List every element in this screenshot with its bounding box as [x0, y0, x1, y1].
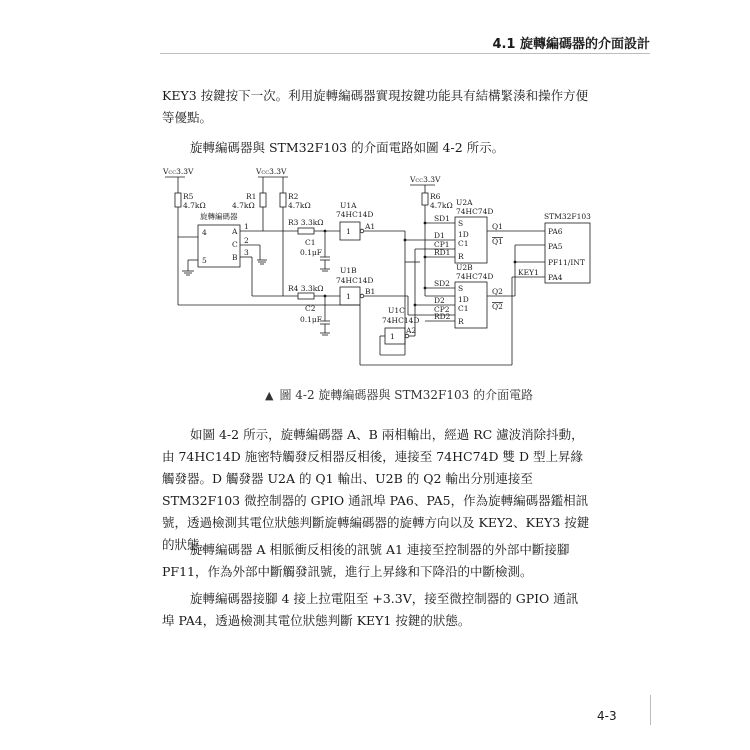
r1-value: 4.7kΩ: [232, 201, 255, 210]
u1b-gate: 1: [346, 292, 351, 301]
encoder-pin-a: A: [232, 227, 238, 236]
encoder-pin-1: 1: [244, 222, 249, 231]
paragraph-1: KEY3 按鍵按下一次。利用旋轉編碼器實現按鍵功能具有結構緊湊和操作方便等優點。: [162, 88, 589, 125]
q1-bar-label: Q1: [492, 237, 503, 246]
c2-label: C2: [305, 304, 316, 313]
pa5-label: PA5: [548, 242, 563, 251]
pf11-label: PF11/INT: [548, 258, 585, 267]
cp1-label: CP1: [434, 240, 450, 249]
pa4-label: PA4: [548, 273, 563, 282]
encoder-pin-b: B: [232, 253, 238, 262]
paragraph-5: 旋轉編碼器接腳 4 接上拉電阻至 +3.3V，接至微控制器的 GPIO 通訊埠 PA4，透過檢測其電位狀態判斷 KEY1 按鍵的狀態。: [162, 591, 579, 628]
q2-bar-label: Q2: [492, 302, 503, 311]
c1-value: 0.1μF: [300, 248, 323, 257]
u1a-part: 74HC14D: [336, 210, 374, 219]
running-header: [360, 33, 650, 55]
r3-label: R3 3.3kΩ: [288, 218, 324, 227]
key1-label: KEY1: [518, 268, 539, 277]
encoder-pin-4: 4: [202, 228, 207, 237]
u2b-label: U2B: [456, 263, 473, 272]
rd1-label: RD1: [434, 248, 451, 257]
footer-rule: [650, 695, 651, 725]
u1b-part: 74HC14D: [336, 276, 374, 285]
header-title: 4.1 旋轉編碼器的介面設計: [492, 37, 650, 52]
d1-label: D1: [434, 231, 445, 240]
c2-value: 0.1μF: [300, 315, 323, 324]
cp2-label: CP2: [434, 305, 450, 314]
u1a-label: U1A: [340, 201, 357, 210]
u1a-gate: 1: [346, 227, 351, 236]
u2a-r: R: [458, 252, 464, 261]
encoder-label: 旋轉編碼器: [200, 212, 238, 221]
d2-label: D2: [434, 296, 445, 305]
r2-label: R2: [288, 192, 299, 201]
vcc-label-3: VCC3.3V: [410, 175, 441, 184]
vcc-label-1: VCC3.3V: [163, 167, 194, 176]
a1-label: A1: [365, 222, 376, 231]
u2a-label: U2A: [456, 198, 473, 207]
paragraph-2: 旋轉編碼器與 STM32F103 的介面電路如圖 4-2 所示。: [190, 140, 505, 155]
figure-caption: [265, 386, 533, 403]
rd2-label: RD2: [434, 312, 451, 321]
r2-value: 4.7kΩ: [288, 201, 311, 210]
q1-label: Q1: [492, 222, 503, 231]
paragraph-3: 如圖 4-2 所示，旋轉編碼器 A、B 兩相輸出，經過 RC 濾波消除抖動，由 74HC14D 施密特觸發反相器反相後，連接至 74HC74D 雙 D 型上昇緣觸發器。D 觸發器 U2A 的 Q1 輸出、U2B 的 Q2 輸出分別連接至 STM32F103 微控制器的 GPIO 通訊埠 PA6、PA5，作為旋轉編碼器鑑相訊號，透過檢測其電位狀態判斷旋轉編碼器的旋轉方向以及 KEY2、KEY3 按鍵的狀態。: [162, 427, 590, 552]
u2b-s: S: [458, 284, 464, 293]
page-number: 4-3: [597, 709, 617, 723]
u2b-c1: C1: [458, 304, 469, 313]
caption-marker: ▲: [265, 389, 274, 402]
vcc-label-2: VCC3.3V: [256, 167, 287, 176]
u2b-r: R: [458, 317, 464, 326]
r5-label: R5: [183, 192, 194, 201]
encoder-pin-3: 3: [244, 248, 249, 257]
sd2-label: SD2: [434, 279, 450, 288]
u1c-gate: 1: [390, 332, 395, 341]
c1-label: C1: [305, 238, 316, 247]
paragraph-4: 旋轉編碼器 A 相脈衝反相後的訊號 A1 連接至控制器的外部中斷接腳 PF11，作為外部中斷觸發訊號，進行上昇緣和下降沿的中斷檢測。: [162, 542, 570, 579]
u2a-part: 74HC74D: [456, 207, 494, 216]
r6-value: 4.7kΩ: [430, 201, 453, 210]
stm-label: STM32F103: [544, 212, 591, 221]
r6-label: R6: [430, 192, 441, 201]
r5-value: 4.7kΩ: [183, 201, 206, 210]
a2-label: A2: [406, 326, 417, 335]
u1c-part: 74HC14D: [382, 316, 420, 325]
u2b-part: 74HC74D: [456, 272, 494, 281]
u2b-1d: 1D: [458, 295, 469, 304]
r1-label: R1: [246, 192, 257, 201]
u2a-1d: 1D: [458, 230, 469, 239]
u1c-label: U1C: [388, 306, 405, 315]
q2-label: Q2: [492, 287, 503, 296]
u2a-c1: C1: [458, 239, 469, 248]
r4-label: R4 3.3kΩ: [288, 284, 324, 293]
encoder-pin-5: 5: [202, 256, 207, 265]
u2a-s: S: [458, 219, 464, 228]
pa6-label: PA6: [548, 227, 563, 236]
circuit-diagram: [160, 165, 595, 375]
header-rule: [160, 53, 650, 54]
b1-label: B1: [365, 287, 376, 296]
sd1-label: SD1: [434, 214, 450, 223]
encoder-pin-2: 2: [244, 236, 249, 245]
encoder-pin-c: C: [232, 240, 238, 249]
u1b-label: U1B: [340, 266, 357, 275]
caption-text: 圖 4-2 旋轉編碼器與 STM32F103 的介面電路: [279, 388, 534, 402]
